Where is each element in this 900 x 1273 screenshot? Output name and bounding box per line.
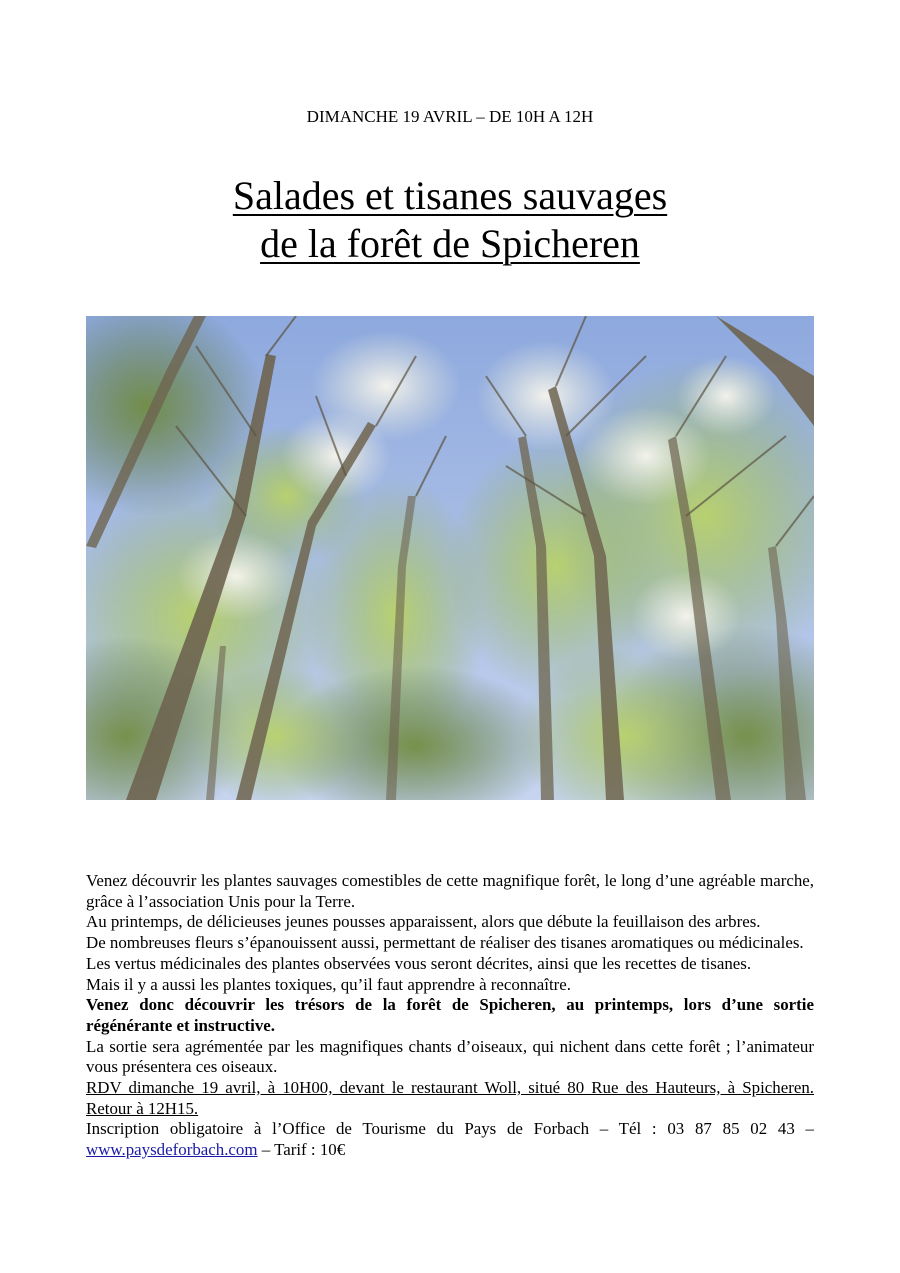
- registration-text: Inscription obligatoire à l’Office de Tourisme du Pays de Forbach – Tél : 03 87 85 02 43 –: [86, 1119, 814, 1139]
- paragraph-birds: La sortie sera agrémentée par les magnifiques chants d’oiseaux, qui nichent dans cette forêt ; l’animateur vous présentera ces oiseaux.: [86, 1036, 814, 1077]
- paragraph-toxic: Mais il y a aussi les plantes toxiques, qu’il faut apprendre à reconnaître.: [86, 974, 571, 994]
- event-description: [86, 871, 814, 1161]
- forest-photo: [86, 316, 814, 800]
- paragraph-meeting-point: RDV dimanche 19 avril, à 10H00, devant le restaurant Woll, situé 80 Rue des Hauteurs, à Spicheren. Retour à 12H15.: [86, 1078, 814, 1118]
- tourism-office-link[interactable]: www.paysdeforbach.com: [86, 1140, 258, 1160]
- event-date-time: DIMANCHE 19 AVRIL – DE 10H A 12H: [306, 107, 594, 126]
- title-line-2: de la forêt de Spicheren: [260, 221, 640, 266]
- paragraph-intro: Venez découvrir les plantes sauvages comestibles de cette magnifique forêt, le long d’une agréable marche, grâce à l’association Unis pour la Terre.: [86, 871, 814, 911]
- price-text: – Tarif : 10€: [257, 1140, 346, 1160]
- paragraph-flowers: De nombreuses fleurs s’épanouissent aussi, permettant de réaliser des tisanes aromatiques ou médicinales.: [86, 933, 804, 953]
- paragraph-registration: [86, 1119, 814, 1160]
- paragraph-call-to-action: Venez donc découvrir les trésors de la forêt de Spicheren, au printemps, lors d’une sortie régénérante et instructive.: [86, 995, 814, 1035]
- forest-canopy-illustration: [86, 316, 814, 800]
- page-title: [0, 172, 900, 268]
- paragraph-spring: Au printemps, de délicieuses jeunes pousses apparaissent, alors que débute la feuillaison des arbres.: [86, 912, 761, 932]
- title-line-1: Salades et tisanes sauvages: [232, 173, 668, 218]
- paragraph-medicinal: Les vertus médicinales des plantes observées vous seront décrites, ainsi que les recettes de tisanes.: [86, 953, 752, 973]
